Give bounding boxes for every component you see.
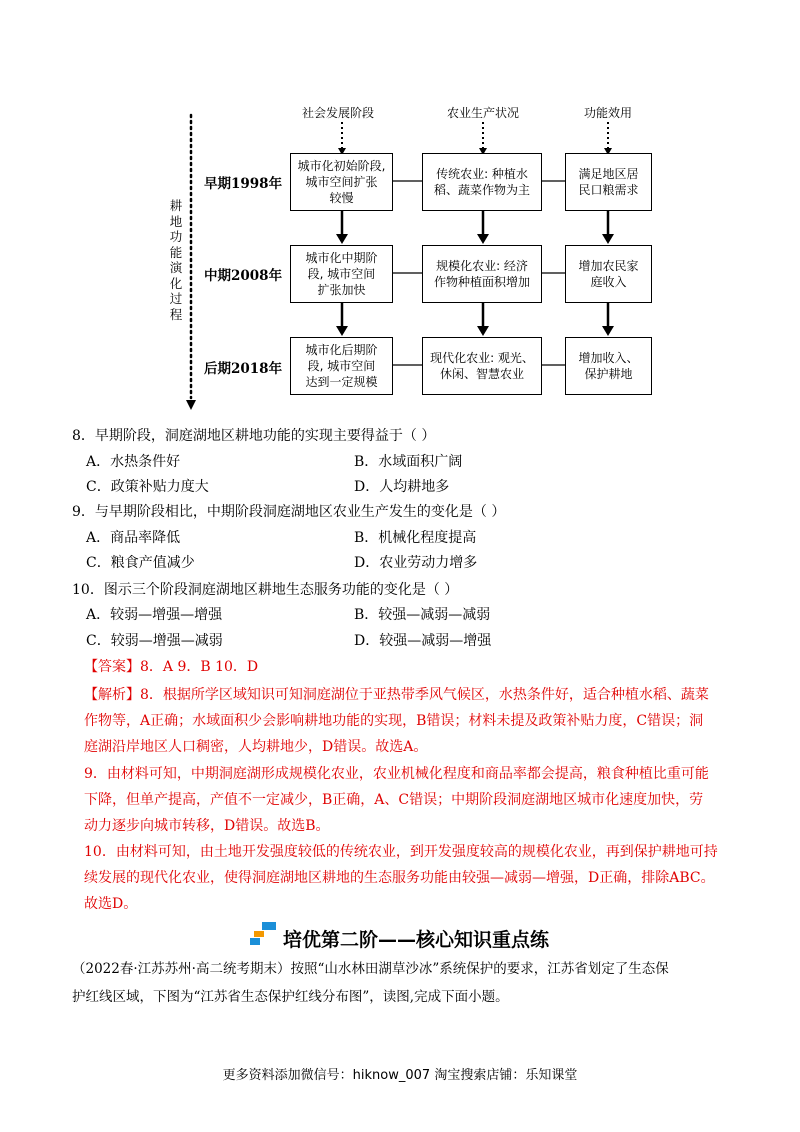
analysis-line-7: 10．由材料可知，由土地开发强度较低的传统农业，到开发强度较高的规模化农业，再到保护耕地可持 [84, 844, 718, 860]
q10-option-b: B．较强—减弱—减弱 [354, 607, 491, 623]
row-label-late: 后期2018年 [204, 361, 283, 377]
q8-option-b: B．水域面积广阔 [354, 454, 463, 470]
box-mid-agri: 规模化农业: 经济 作物种植面积增加 [422, 245, 542, 303]
row-label-early: 早期1998年 [204, 176, 283, 192]
analysis-line-6: 动力逐步向城市转移，D错误。故选B。 [84, 818, 330, 834]
intro-line-1: （2022春·江苏苏州·高二统考期末）按照“山水林田湖草沙冰”系统保护的要求，江苏省划定了生态保 [72, 961, 669, 977]
col-head-social: 社会发展阶段 [302, 106, 375, 120]
box-late-agri: 现代化农业: 观光、 休闲、智慧农业 [422, 337, 542, 395]
box-mid-social: 城市化中期阶 段, 城市空间 扩张加快 [290, 245, 393, 303]
page-footer: 更多资料添加微信号：hiknow_007 淘宝搜索店铺：乐知课堂 [222, 1068, 578, 1083]
q10-option-c: C．较弱—增强—减弱 [86, 633, 223, 649]
section-logo-icon [250, 922, 278, 946]
col-head-function: 功能效用 [584, 106, 633, 120]
analysis-line-2: 作物等，A正确；水域面积少会影响耕地功能的实现，B错误；材料未提及政策补贴力度，C错误；洞 [84, 713, 704, 729]
analysis-line-4: 9．由材料可知，中期洞庭湖形成规模化农业，农业机械化程度和商品率都会提高，粮食种植比重可能 [84, 766, 709, 782]
diagram-connectors [0, 0, 800, 420]
question-9-stem: 9．与早期阶段相比，中期阶段洞庭湖地区农业生产发生的变化是（ ） [72, 504, 506, 520]
q10-option-a: A．较弱—增强—增强 [86, 607, 223, 623]
answer-line: 【答案】8．A 9．B 10．D [84, 659, 259, 675]
box-early-agri: 传统农业: 种植水 稻、蔬菜作物为主 [422, 153, 542, 211]
analysis-line-3: 庭湖沿岸地区人口稠密，人均耕地少，D错误。故选A。 [84, 739, 428, 755]
side-label: 耕地功能演化过程 [169, 198, 183, 322]
q9-option-b: B．机械化程度提高 [354, 530, 477, 546]
analysis-line-5: 下降，但单产提高，产值不一定减少，B正确，A、C错误；中期阶段洞庭湖地区城市化速度加快，劳 [84, 792, 704, 808]
row-label-mid: 中期2008年 [204, 268, 283, 284]
q10-option-d: D．较强—减弱—增强 [354, 633, 492, 649]
col-head-agri: 农业生产状况 [447, 106, 520, 120]
q9-option-c: C．粮食产值减少 [86, 555, 195, 571]
intro-line-2: 护红线区域，下图为“江苏省生态保护红线分布图”，读图,完成下面小题。 [72, 989, 509, 1005]
analysis-line-8: 续发展的现代化农业，使得洞庭湖地区耕地的生态服务功能由较强—减弱—增强，D正确，排除ABC。 [84, 870, 715, 886]
q9-option-a: A．商品率降低 [86, 530, 181, 546]
box-early-social: 城市化初始阶段, 城市空间扩张 较慢 [290, 153, 393, 211]
section-heading: 培优第二阶——核心知识重点练 [283, 929, 550, 951]
box-mid-function: 增加农民家 庭收入 [565, 245, 652, 303]
analysis-line-9: 故选D。 [84, 896, 138, 912]
box-early-function: 满足地区居 民口粮需求 [565, 153, 652, 211]
q8-option-a: A．水热条件好 [86, 454, 181, 470]
question-8-stem: 8．早期阶段，洞庭湖地区耕地功能的实现主要得益于（ ） [72, 428, 436, 444]
q8-option-c: C．政策补贴力度大 [86, 479, 209, 495]
timeline-arrowhead [186, 400, 196, 410]
analysis-line-1: 【解析】8．根据所学区域知识可知洞庭湖位于亚热带季风气候区，水热条件好，适合种植水稻、蔬菜 [84, 687, 709, 703]
question-10-stem: 10．图示三个阶段洞庭湖地区耕地生态服务功能的变化是（ ） [72, 582, 459, 598]
box-late-social: 城市化后期阶 段, 城市空间 达到一定规模 [290, 337, 393, 395]
q9-option-d: D．农业劳动力增多 [354, 555, 478, 571]
q8-option-d: D．人均耕地多 [354, 479, 450, 495]
farmland-function-diagram [0, 0, 800, 420]
box-late-function: 增加收入、 保护耕地 [565, 337, 652, 395]
